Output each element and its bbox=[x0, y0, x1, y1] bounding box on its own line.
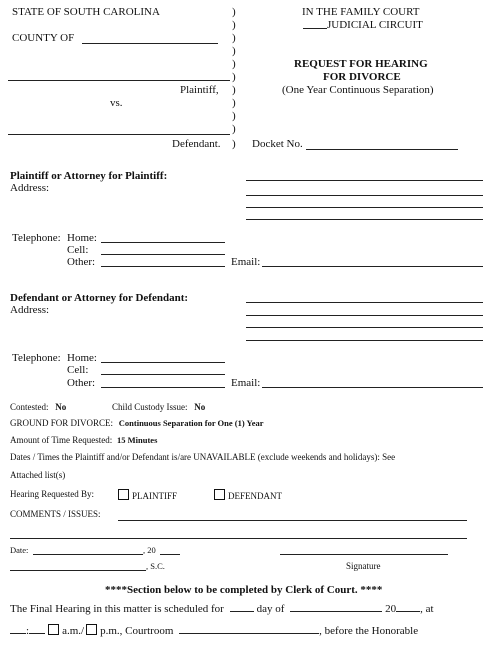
plaintiff-other-label: Other: bbox=[67, 256, 96, 268]
plaintiff-address-line-2[interactable] bbox=[246, 195, 483, 196]
date-label: Date: bbox=[10, 545, 29, 555]
docket-field[interactable] bbox=[306, 149, 458, 150]
year-20-text: 20 bbox=[385, 603, 397, 615]
defendant-home-label: Home: bbox=[67, 352, 97, 364]
hearing-line-2 bbox=[10, 624, 418, 637]
hearing-hour-field[interactable] bbox=[10, 624, 26, 634]
plaintiff-home-phone-field[interactable] bbox=[101, 242, 225, 243]
plaintiff-address-line-3[interactable] bbox=[246, 207, 483, 208]
year-field[interactable] bbox=[160, 554, 180, 555]
plaintiff-address-line-1[interactable] bbox=[246, 180, 483, 181]
plaintiff-cell-phone-field[interactable] bbox=[101, 254, 225, 255]
plaintiff-cell-label: Cell: bbox=[67, 244, 89, 256]
plaintiff-telephone-label: Telephone: bbox=[12, 232, 61, 244]
defendant-cell-phone-field[interactable] bbox=[101, 374, 225, 375]
state-label: STATE OF SOUTH CAROLINA bbox=[12, 6, 160, 18]
plaintiff-home-label: Home: bbox=[67, 232, 97, 244]
county-label: COUNTY OF bbox=[12, 32, 75, 44]
defendant-telephone-label: Telephone: bbox=[12, 352, 61, 364]
custody-label: Child Custody Issue: bbox=[112, 402, 188, 412]
sc-label: , S.C. bbox=[146, 561, 165, 571]
courtroom-field[interactable] bbox=[179, 624, 319, 634]
signature-field[interactable] bbox=[280, 554, 448, 555]
plaintiff-option-label: PLAINTIFF bbox=[132, 491, 178, 501]
form-subtitle: (One Year Continuous Separation) bbox=[282, 84, 434, 96]
docket-label: Docket No. bbox=[252, 138, 303, 150]
defendant-other-phone-field[interactable] bbox=[101, 387, 225, 388]
signature-label: Signature bbox=[346, 561, 381, 571]
date-field[interactable] bbox=[33, 554, 143, 555]
defendant-checkbox[interactable] bbox=[214, 489, 225, 500]
custody-row bbox=[112, 401, 205, 413]
defendant-option[interactable] bbox=[214, 489, 282, 501]
am-label: a.m./ bbox=[62, 625, 85, 637]
vs-label: vs. bbox=[110, 97, 123, 109]
hearing-day-field[interactable] bbox=[230, 602, 254, 612]
defendant-name-field[interactable] bbox=[8, 134, 230, 135]
hearing-line-1 bbox=[10, 602, 434, 615]
defendant-address-line-4[interactable] bbox=[246, 340, 483, 341]
unavailable-text-line1: Dates / Times the Plaintiff and/or Defendant is/are UNAVAILABLE (exclude weekends and holidays): See bbox=[10, 452, 396, 462]
plaintiff-section-heading: Plaintiff or Attorney for Plaintiff: bbox=[10, 170, 168, 182]
plaintiff-option[interactable] bbox=[118, 489, 177, 501]
defendant-address-label: Address: bbox=[10, 304, 50, 316]
defendant-other-label: Other: bbox=[67, 377, 96, 389]
contested-value: No bbox=[55, 402, 67, 412]
defendant-label: Defendant. bbox=[172, 138, 221, 150]
city-field[interactable] bbox=[10, 570, 146, 571]
requested-by-label: Hearing Requested By: bbox=[10, 489, 94, 499]
am-checkbox[interactable] bbox=[48, 624, 59, 635]
plaintiff-address-line-4[interactable] bbox=[246, 219, 483, 220]
defendant-cell-label: Cell: bbox=[67, 364, 89, 376]
defendant-email-field[interactable] bbox=[262, 387, 483, 388]
defendant-address-line-2[interactable] bbox=[246, 315, 483, 316]
clerk-section-heading: ****Section below to be completed by Clerk of Court. **** bbox=[105, 584, 383, 596]
defendant-email-label: Email: bbox=[231, 377, 261, 389]
county-field[interactable] bbox=[82, 43, 218, 44]
hearing-month-field[interactable] bbox=[290, 602, 382, 612]
defendant-address-line-3[interactable] bbox=[246, 327, 483, 328]
time-value: 15 Minutes bbox=[117, 435, 158, 445]
at-text: , at bbox=[420, 603, 434, 615]
year-prefix: , 20 bbox=[143, 545, 156, 555]
time-colon: : bbox=[26, 625, 30, 637]
hearing-minute-field[interactable] bbox=[29, 624, 45, 634]
ground-row bbox=[10, 417, 264, 429]
pm-checkbox[interactable] bbox=[86, 624, 97, 635]
plaintiff-checkbox[interactable] bbox=[118, 489, 129, 500]
time-row bbox=[10, 434, 157, 446]
comments-label: COMMENTS / ISSUES: bbox=[10, 509, 101, 519]
plaintiff-email-label: Email: bbox=[231, 256, 261, 268]
comments-field-line-1[interactable] bbox=[118, 520, 467, 521]
circuit-number-field[interactable] bbox=[303, 28, 327, 29]
defendant-option-label: DEFENDANT bbox=[228, 491, 282, 501]
time-label: Amount of Time Requested: bbox=[10, 435, 113, 445]
ground-value: Continuous Separation for One (1) Year bbox=[118, 418, 264, 428]
form-title-line2: FOR DIVORCE bbox=[323, 71, 401, 83]
comments-field-line-2[interactable] bbox=[10, 538, 467, 539]
defendant-home-phone-field[interactable] bbox=[101, 362, 225, 363]
plaintiff-name-field[interactable] bbox=[8, 80, 230, 81]
circuit-label: JUDICIAL CIRCUIT bbox=[327, 19, 423, 31]
plaintiff-label: Plaintiff, bbox=[180, 84, 219, 96]
defendant-section-heading: Defendant or Attorney for Defendant: bbox=[10, 292, 189, 304]
unavailable-text-line2: Attached list(s) bbox=[10, 470, 66, 480]
plaintiff-email-field[interactable] bbox=[262, 266, 483, 267]
court-name: IN THE FAMILY COURT bbox=[302, 6, 420, 18]
ground-label: GROUND FOR DIVORCE: bbox=[10, 418, 114, 428]
honorable-text: , before the Honorable bbox=[319, 625, 419, 637]
hearing-scheduled-text: The Final Hearing in this matter is scheduled for bbox=[10, 603, 224, 615]
custody-value: No bbox=[194, 402, 206, 412]
contested-row bbox=[10, 401, 66, 413]
hearing-year-field[interactable] bbox=[396, 602, 420, 612]
plaintiff-address-label: Address: bbox=[10, 182, 50, 194]
day-of-text: day of bbox=[256, 603, 285, 615]
plaintiff-other-phone-field[interactable] bbox=[101, 266, 225, 267]
form-title-line1: REQUEST FOR HEARING bbox=[294, 58, 428, 70]
defendant-address-line-1[interactable] bbox=[246, 302, 483, 303]
courtroom-label: p.m., Courtroom bbox=[100, 625, 174, 637]
contested-label: Contested: bbox=[10, 402, 49, 412]
